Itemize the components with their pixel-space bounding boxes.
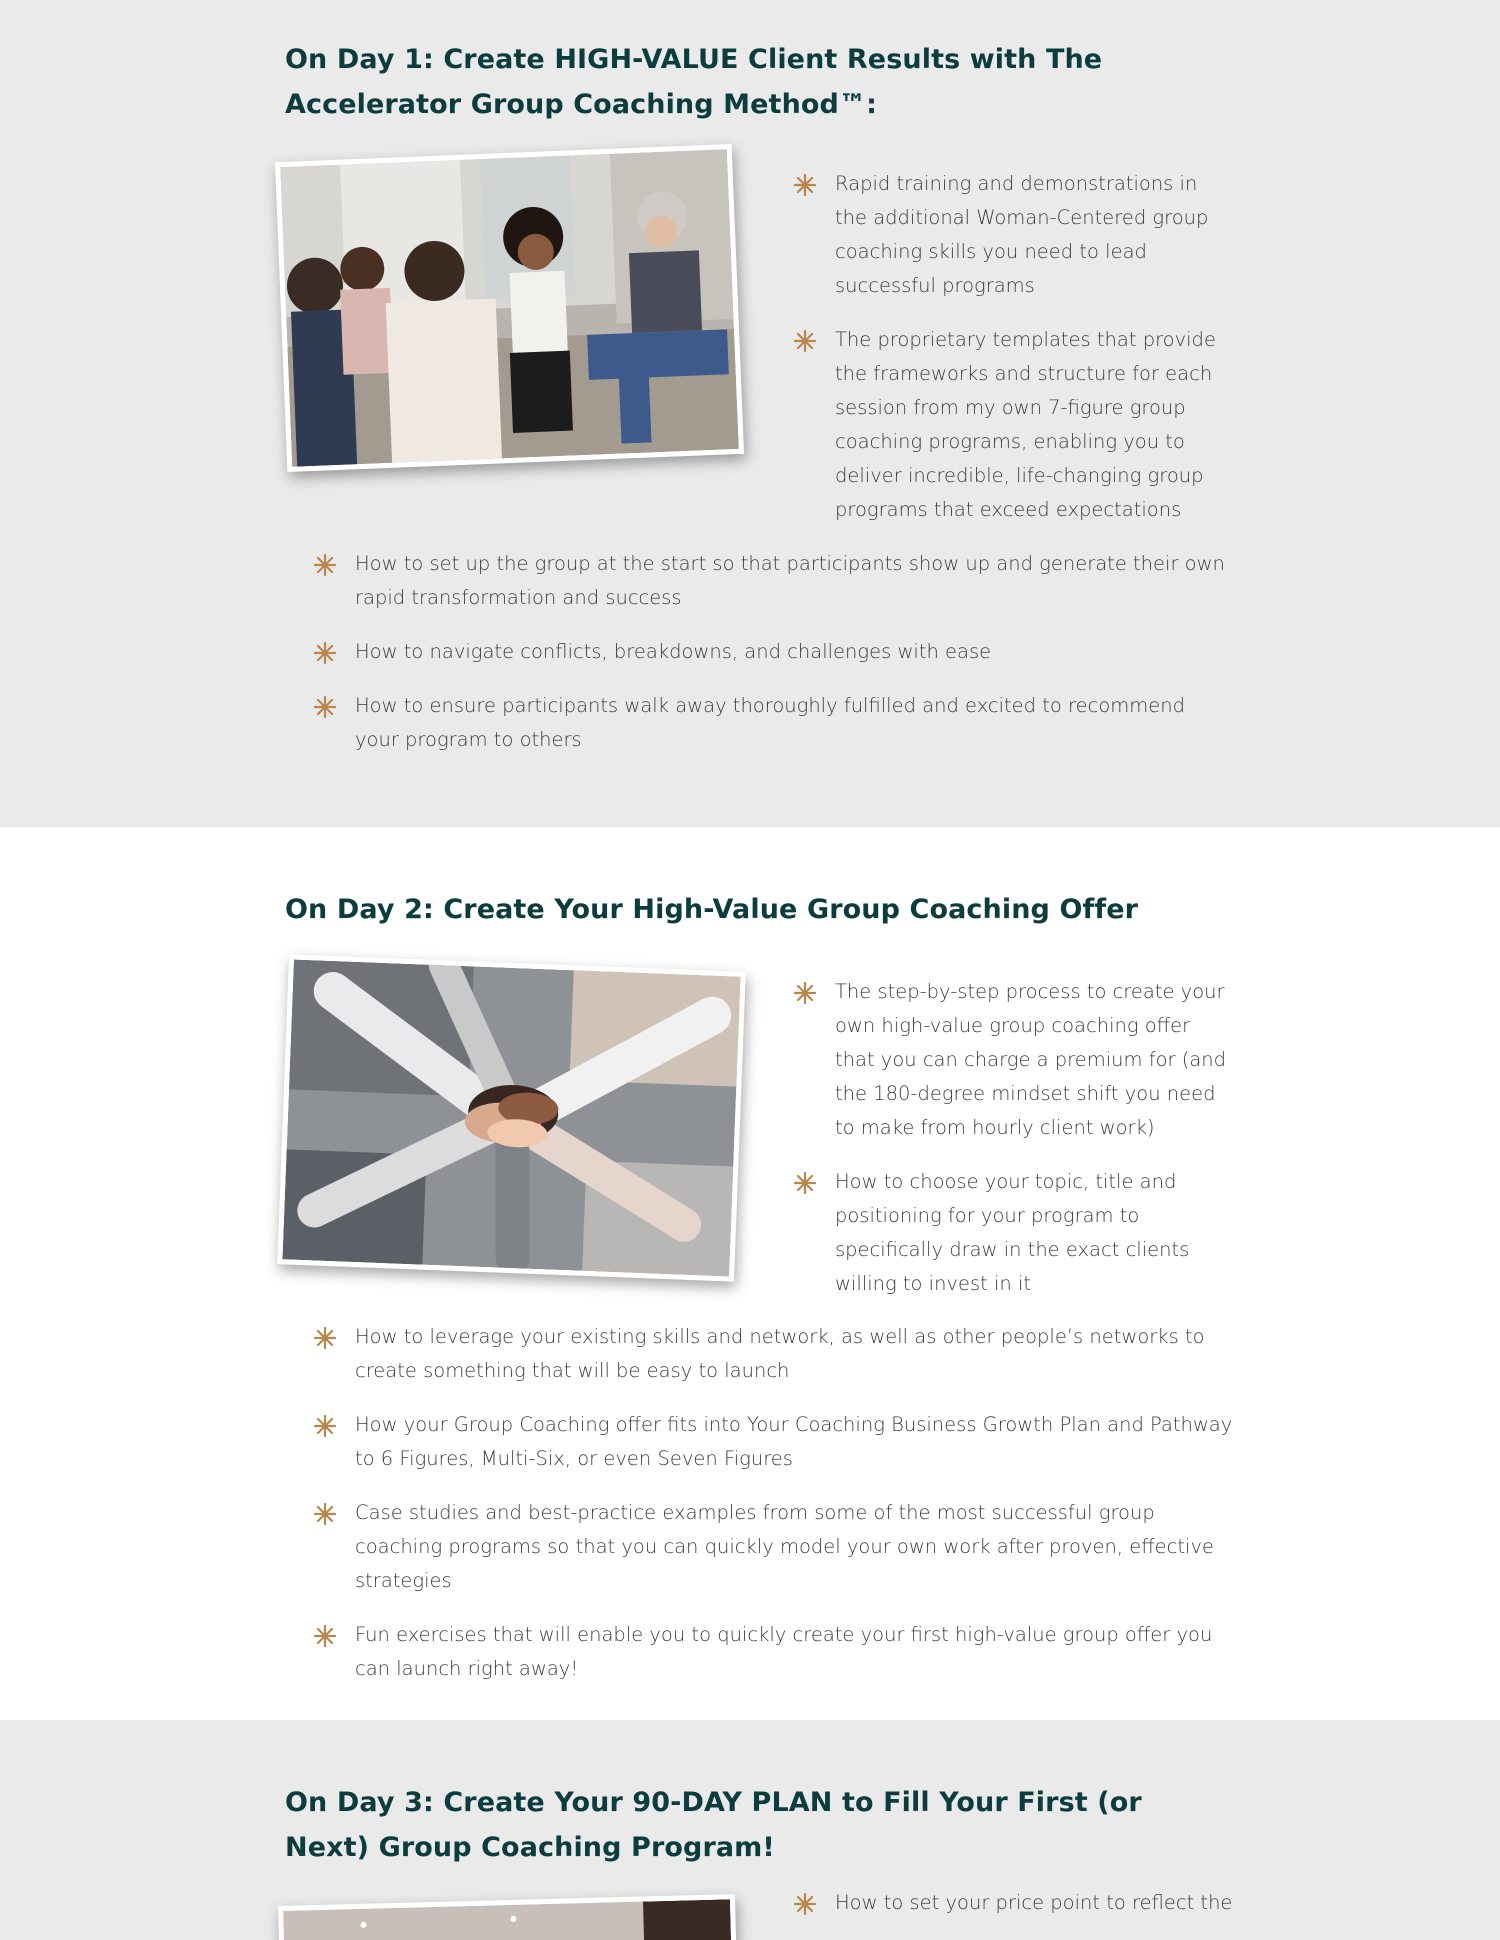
asterisk-star-icon: [794, 330, 816, 352]
day2-photo: [277, 954, 746, 1281]
list-item: [314, 635, 1234, 669]
bullet-text: Rapid training and demonstrations in the additional Woman-Centered group coaching skills you need to lead successful programs: [835, 172, 1209, 297]
stacked-hands-photo-illustration: [282, 960, 740, 1277]
day3-side-bullets: [794, 1886, 1234, 1940]
asterisk-star-icon: [314, 1625, 336, 1647]
list-item: [794, 323, 1234, 527]
list-item: [314, 547, 1234, 615]
planning-photo-illustration: [283, 1899, 738, 1940]
bullet-text: The step-by-step process to create your own high-value group coaching offer that you can charge a premium for (and the 180-degree mindset shift you need to make from hourly client work): [835, 980, 1227, 1139]
list-item: [314, 1320, 1234, 1388]
day1-side-bullets: [794, 167, 1234, 547]
list-item: [314, 1496, 1234, 1598]
day2-side-bullets: [794, 975, 1234, 1321]
asterisk-star-icon: [314, 1415, 336, 1437]
day2-full-bullets: [314, 1320, 1234, 1706]
bullet-text: Fun exercises that will enable you to quickly create your first high-value group offer you can launch right away!: [355, 1623, 1213, 1680]
bullet-text: Case studies and best-practice examples from some of the most successful group coaching programs so that you can quickly model your own work after proven, effective strategies: [355, 1501, 1214, 1592]
bullet-text: How to set your price point to reflect the: [835, 1891, 1233, 1914]
asterisk-star-icon: [314, 1327, 336, 1349]
day1-section: [0, 0, 1500, 827]
list-item: [794, 975, 1234, 1145]
asterisk-star-icon: [314, 696, 336, 718]
list-item: [794, 1886, 1234, 1920]
asterisk-star-icon: [794, 174, 816, 196]
asterisk-star-icon: [794, 1172, 816, 1194]
list-item: [314, 1618, 1234, 1686]
bullet-text: How to ensure participants walk away thoroughly fulfilled and excited to recommend your program to others: [355, 694, 1185, 751]
day1-photo: [275, 144, 744, 472]
list-item: [314, 689, 1234, 757]
day3-heading: On Day 3: Create Your 90-DAY PLAN to Fill Your First (or Next) Group Coaching Program!: [285, 1787, 1142, 1863]
bullet-text: How to set up the group at the start so that participants show up and generate their own rapid transformation and success: [355, 552, 1225, 609]
day2-section: [0, 827, 1500, 1720]
group-coaching-photo-illustration: [280, 149, 739, 467]
bullet-text: The proprietary templates that provide the frameworks and structure for each session from my own 7-figure group coaching programs, enabling you to deliver incredible, life-changing group programs that exceed expectations: [835, 328, 1216, 521]
list-item: [314, 1408, 1234, 1476]
asterisk-star-icon: [314, 1503, 336, 1525]
asterisk-star-icon: [794, 982, 816, 1004]
day3-section: [0, 1720, 1500, 1940]
asterisk-star-icon: [314, 554, 336, 576]
asterisk-star-icon: [314, 642, 336, 664]
day3-photo: [278, 1894, 743, 1940]
list-item: [794, 1165, 1234, 1301]
day2-heading: On Day 2: Create Your High-Value Group Coaching Offer: [285, 894, 1139, 925]
day1-full-bullets: [314, 547, 1234, 777]
bullet-text: How to leverage your existing skills and network, as well as other people’s networks to create something that will be easy to launch: [355, 1325, 1205, 1382]
bullet-text: How to choose your topic, title and positioning for your program to specifically draw in the exact clients willing to invest in it: [835, 1170, 1190, 1295]
asterisk-star-icon: [794, 1893, 816, 1915]
list-item: [794, 167, 1234, 303]
bullet-text: How your Group Coaching offer fits into Your Coaching Business Growth Plan and Pathway to 6 Figures, Multi-Six, or even Seven Figures: [355, 1413, 1233, 1470]
bullet-text: How to navigate conflicts, breakdowns, and challenges with ease: [355, 640, 992, 663]
day1-heading: On Day 1: Create HIGH-VALUE Client Results with The Accelerator Group Coaching Method™:: [285, 44, 1103, 120]
